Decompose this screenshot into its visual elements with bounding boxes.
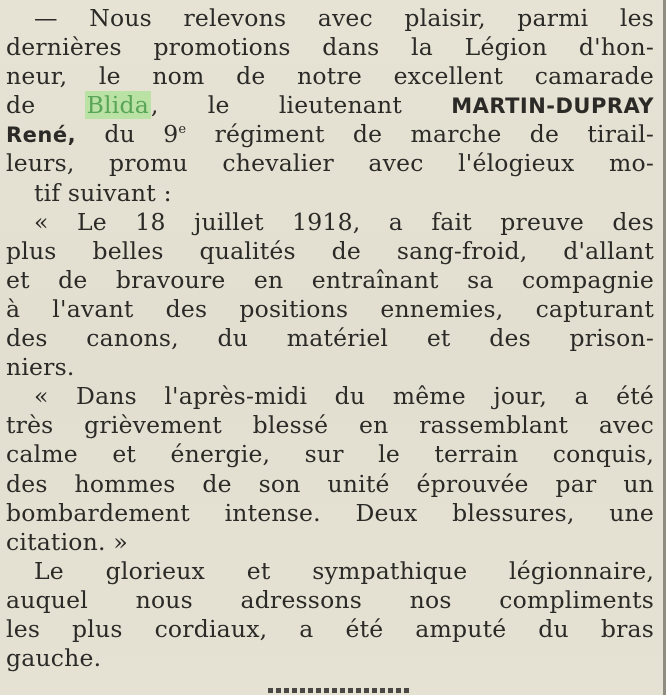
article-line-15: très grièvement blessé en rassemblant avec — [6, 411, 654, 440]
article-line-9: plus belles qualités de sang-froid, d'allant — [6, 236, 654, 265]
line-4-middle: , le lieutenant — [150, 91, 452, 120]
article-line-23: gauche. — [6, 644, 102, 673]
article-line-18: bombardement intense. Deux blessures, une — [6, 498, 654, 527]
article-line-13: niers. — [6, 353, 75, 382]
article-line-10: et de bravoure en entraînant sa compagnie — [6, 265, 654, 294]
officer-surname: MARTIN-DUPRAY — [451, 94, 654, 119]
article-line-11: à l'avant des positions ennemies, capturant — [6, 294, 654, 323]
article-line-21: auquel nous adressons nos compliments — [6, 585, 654, 614]
article-line-22: les plus cordiaux, a été amputé du bras — [6, 614, 654, 643]
article-line-7: tif suivant : — [34, 178, 172, 207]
officer-firstname: René, — [6, 123, 77, 148]
line-5-middle: du 9 — [76, 120, 179, 149]
line-4-prefix: de — [6, 91, 85, 120]
article-line-6: leurs, promu chevalier avec l'élogieux mo- — [6, 149, 654, 178]
article-line-14: « Dans l'après-midi du même jour, a été — [34, 382, 654, 411]
article-line-4 — [6, 91, 654, 120]
article-line-5 — [6, 120, 654, 149]
article-line-19: citation. » — [6, 527, 128, 556]
article-line-12: des canons, du matériel et des prison- — [6, 324, 654, 353]
line-5-tail: régiment de marche de tirail- — [186, 120, 654, 149]
article-line-3: neur, le nom de notre excellent camarade — [6, 62, 654, 91]
article-line-20: Le glorieux et sympathique légionnaire, — [34, 556, 654, 585]
article-line-17: des hommes de son unité éprouvée par un — [6, 469, 654, 498]
ordinal-superscript: e — [178, 122, 187, 138]
section-divider — [268, 688, 412, 693]
article-line-2: dernières promotions dans la Légion d'hon- — [6, 33, 654, 62]
place-name-highlight: Blida — [86, 91, 149, 120]
article-line-16: calme et énergie, sur le terrain conquis, — [6, 440, 654, 469]
article-line-8: « Le 18 juillet 1918, a fait preuve des — [34, 207, 654, 236]
article-line-1: — Nous relevons avec plaisir, parmi les — [34, 4, 654, 32]
article-column — [6, 4, 654, 673]
